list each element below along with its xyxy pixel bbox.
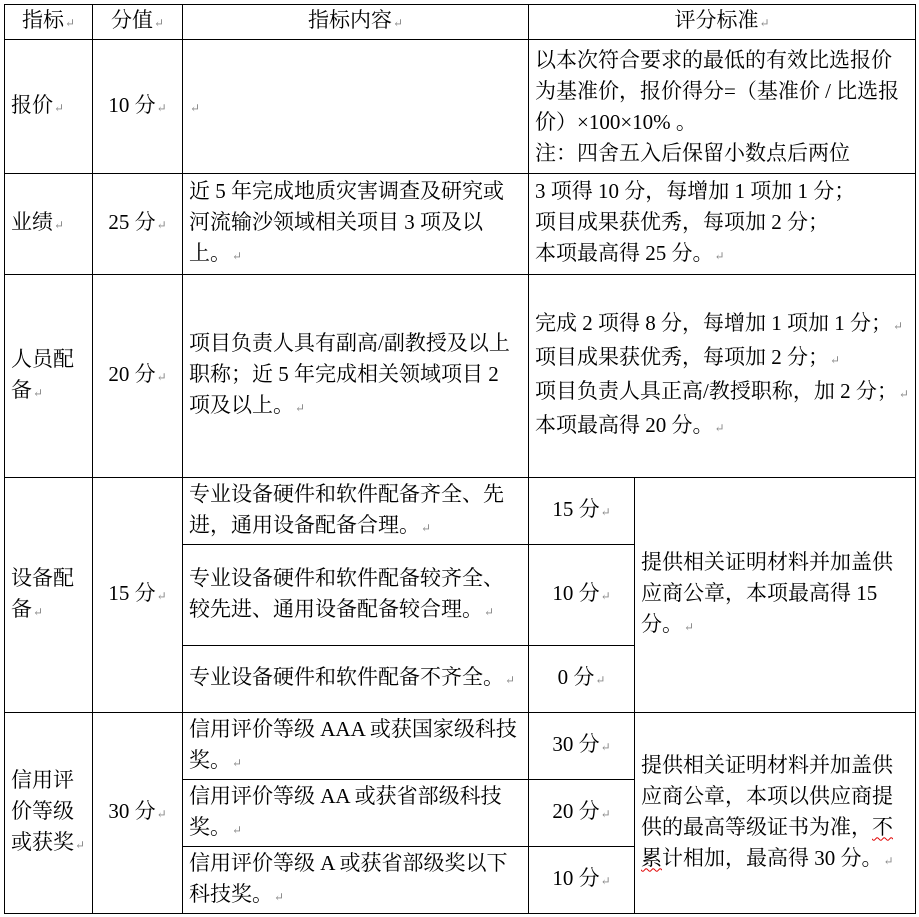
spellcheck-underline: 不累 [641,814,893,870]
criteria-note-cell: 提供相关证明材料并加盖供应商公章，本项以供应商提供的最高等级证书为准，不累计相加，最高得 30 分。↵ [635,713,916,914]
indicator-cell: 设备配备↵ [5,478,93,713]
criteria-cell: 3 项得 10 分，每增加 1 项加 1 分； 项目成果获优秀，每项加 2 分； 本项最高得 25 分。↵ [529,174,916,275]
sub-content-cell: 专业设备硬件和软件配备较齐全、较先进、通用设备配备较合理。↵ [183,545,529,646]
content-cell: 近 5 年完成地质灾害调查及研究或河流输沙领域相关项目 3 项及以上。↵ [183,174,529,275]
sub-content-cell: 信用评价等级 A 或获省部级奖以下科技奖。↵ [183,847,529,914]
score-cell: 20 分↵ [93,275,183,478]
sub-score-cell: 30 分↵ [529,713,635,780]
header-criteria: 评分标准↵ [529,5,916,40]
header-score: 分值↵ [93,5,183,40]
score-cell: 15 分↵ [93,478,183,713]
sub-score-cell: 10 分↵ [529,847,635,914]
score-cell: 30 分↵ [93,713,183,914]
sub-score-cell: 20 分↵ [529,780,635,847]
score-cell: 10 分↵ [93,40,183,174]
table-row [5,40,916,174]
table-row [5,713,916,780]
table-row [5,174,916,275]
content-cell: 项目负责人具有副高/副教授及以上职称；近 5 年完成相关领域项目 2 项及以上。↵ [183,275,529,478]
scoring-table [4,4,916,914]
sub-content-cell: 专业设备硬件和软件配备齐全、先进，通用设备配备合理。↵ [183,478,529,545]
criteria-cell: 以本次符合要求的最低的有效比选报价为基准价，报价得分=（基准价 / 比选报价）×100×10% 。 注：四舍五入后保留小数点后两位 [529,40,916,174]
score-cell: 25 分↵ [93,174,183,275]
header-content: 指标内容↵ [183,5,529,40]
header-indicator: 指标↵ [5,5,93,40]
content-cell: ↵ [183,40,529,174]
header-row [5,5,916,40]
criteria-note-cell: 提供相关证明材料并加盖供应商公章，本项最高得 15 分。↵ [635,478,916,713]
sub-content-cell: 信用评价等级 AAA 或获国家级科技奖。↵ [183,713,529,780]
sub-score-cell: 15 分↵ [529,478,635,545]
sub-content-cell: 专业设备硬件和软件配备不齐全。↵ [183,646,529,713]
sub-score-cell: 0 分↵ [529,646,635,713]
sub-content-cell: 信用评价等级 AA 或获省部级科技奖。↵ [183,780,529,847]
indicator-cell: 报价↵ [5,40,93,174]
sub-score-cell: 10 分↵ [529,545,635,646]
criteria-cell: 完成 2 项得 8 分，每增加 1 项加 1 分；↵ 项目成果获优秀，每项加 2 分；↵ 项目负责人具正高/教授职称，加 2 分；↵ 本项最高得 20 分。↵ [529,275,916,478]
indicator-cell: 业绩↵ [5,174,93,275]
table-row [5,275,916,478]
table-row [5,478,916,545]
indicator-cell: 人员配备↵ [5,275,93,478]
indicator-cell: 信用评价等级或获奖↵ [5,713,93,914]
